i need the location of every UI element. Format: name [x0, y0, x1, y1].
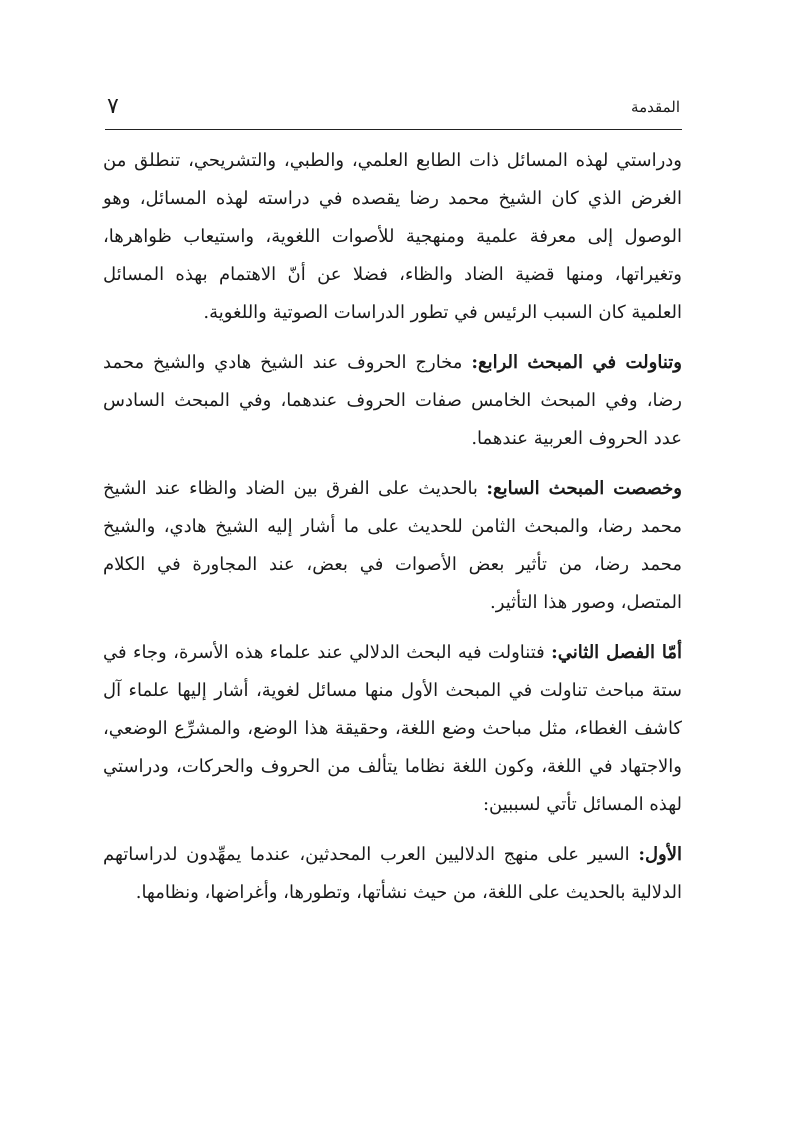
header-rule [105, 129, 682, 130]
paragraph-5-lead: الأول: [638, 844, 683, 865]
paragraph-5-text: السير على منهج الدلاليين العرب المحدثين، عندما يمهِّدون لدراساتهم الدلالية بالحديث على اللغة، من حيث نشأتها، وتطورها، وأغراضها، ونظامها. [103, 844, 682, 903]
paragraph-4-text: فتناولت فيه البحث الدلالي عند علماء هذه الأسرة، وجاء في ستة مباحث تناولت في المبحث الأول منها مسائل لغوية، أشار إليها علماء آل كاشف الغطاء، مثل مباحث وضع اللغة، وحقيقة هذا الوضع، والمشرِّع الوضعي، والاجتهاد في اللغة، وكون اللغة نظاما يتألف من الحروف والحركات، ودراستي لهذه المسائل تأتي لسببين: [103, 642, 682, 815]
paragraph-4 [103, 634, 682, 824]
paragraph-3-lead: وخصصت المبحث السابع: [486, 478, 682, 499]
paragraph-2 [103, 344, 682, 458]
running-header [105, 92, 682, 128]
running-title: المقدمة [631, 98, 680, 116]
paragraph-2-lead: وتناولت في المبحث الرابع: [471, 352, 682, 373]
paragraph-1-text: ودراستي لهذه المسائل ذات الطابع العلمي، والطبي، والتشريحي، تنطلق من الغرض الذي كان الشيخ محمد رضا يقصده في دراسته لهذه المسائل، وهو الوصول إلى معرفة علمية ومنهجية للأصوات اللغوية، واستيعاب ظواهرها، وتغيراتها، ومنها قضية الضاد والظاء، فضلا عن أنّ الاهتمام بهذه المسائل العلمية كان السبب الرئيس في تطور الدراسات الصوتية واللغوية. [103, 150, 682, 323]
paragraph-2-text: مخارج الحروف عند الشيخ هادي والشيخ محمد رضا، وفي المبحث الخامس صفات الحروف عندهما، وفي المبحث السادس عدد الحروف العربية عندهما. [103, 352, 682, 449]
paragraph-3-text: بالحديث على الفرق بين الضاد والظاء عند الشيخ محمد رضا، والمبحث الثامن للحديث على ما أشار إليه الشيخ هادي، والشيخ محمد رضا، من تأثير بعض الأصوات في بعض، عند المجاورة في الكلام المتصل، وصور هذا التأثير. [103, 478, 682, 613]
body-text [103, 142, 682, 924]
paragraph-1 [103, 142, 682, 332]
paragraph-3 [103, 470, 682, 622]
page-number: ٧ [107, 94, 119, 119]
paragraph-5 [103, 836, 682, 912]
paragraph-4-lead: أمّا الفصل الثاني: [551, 642, 682, 663]
